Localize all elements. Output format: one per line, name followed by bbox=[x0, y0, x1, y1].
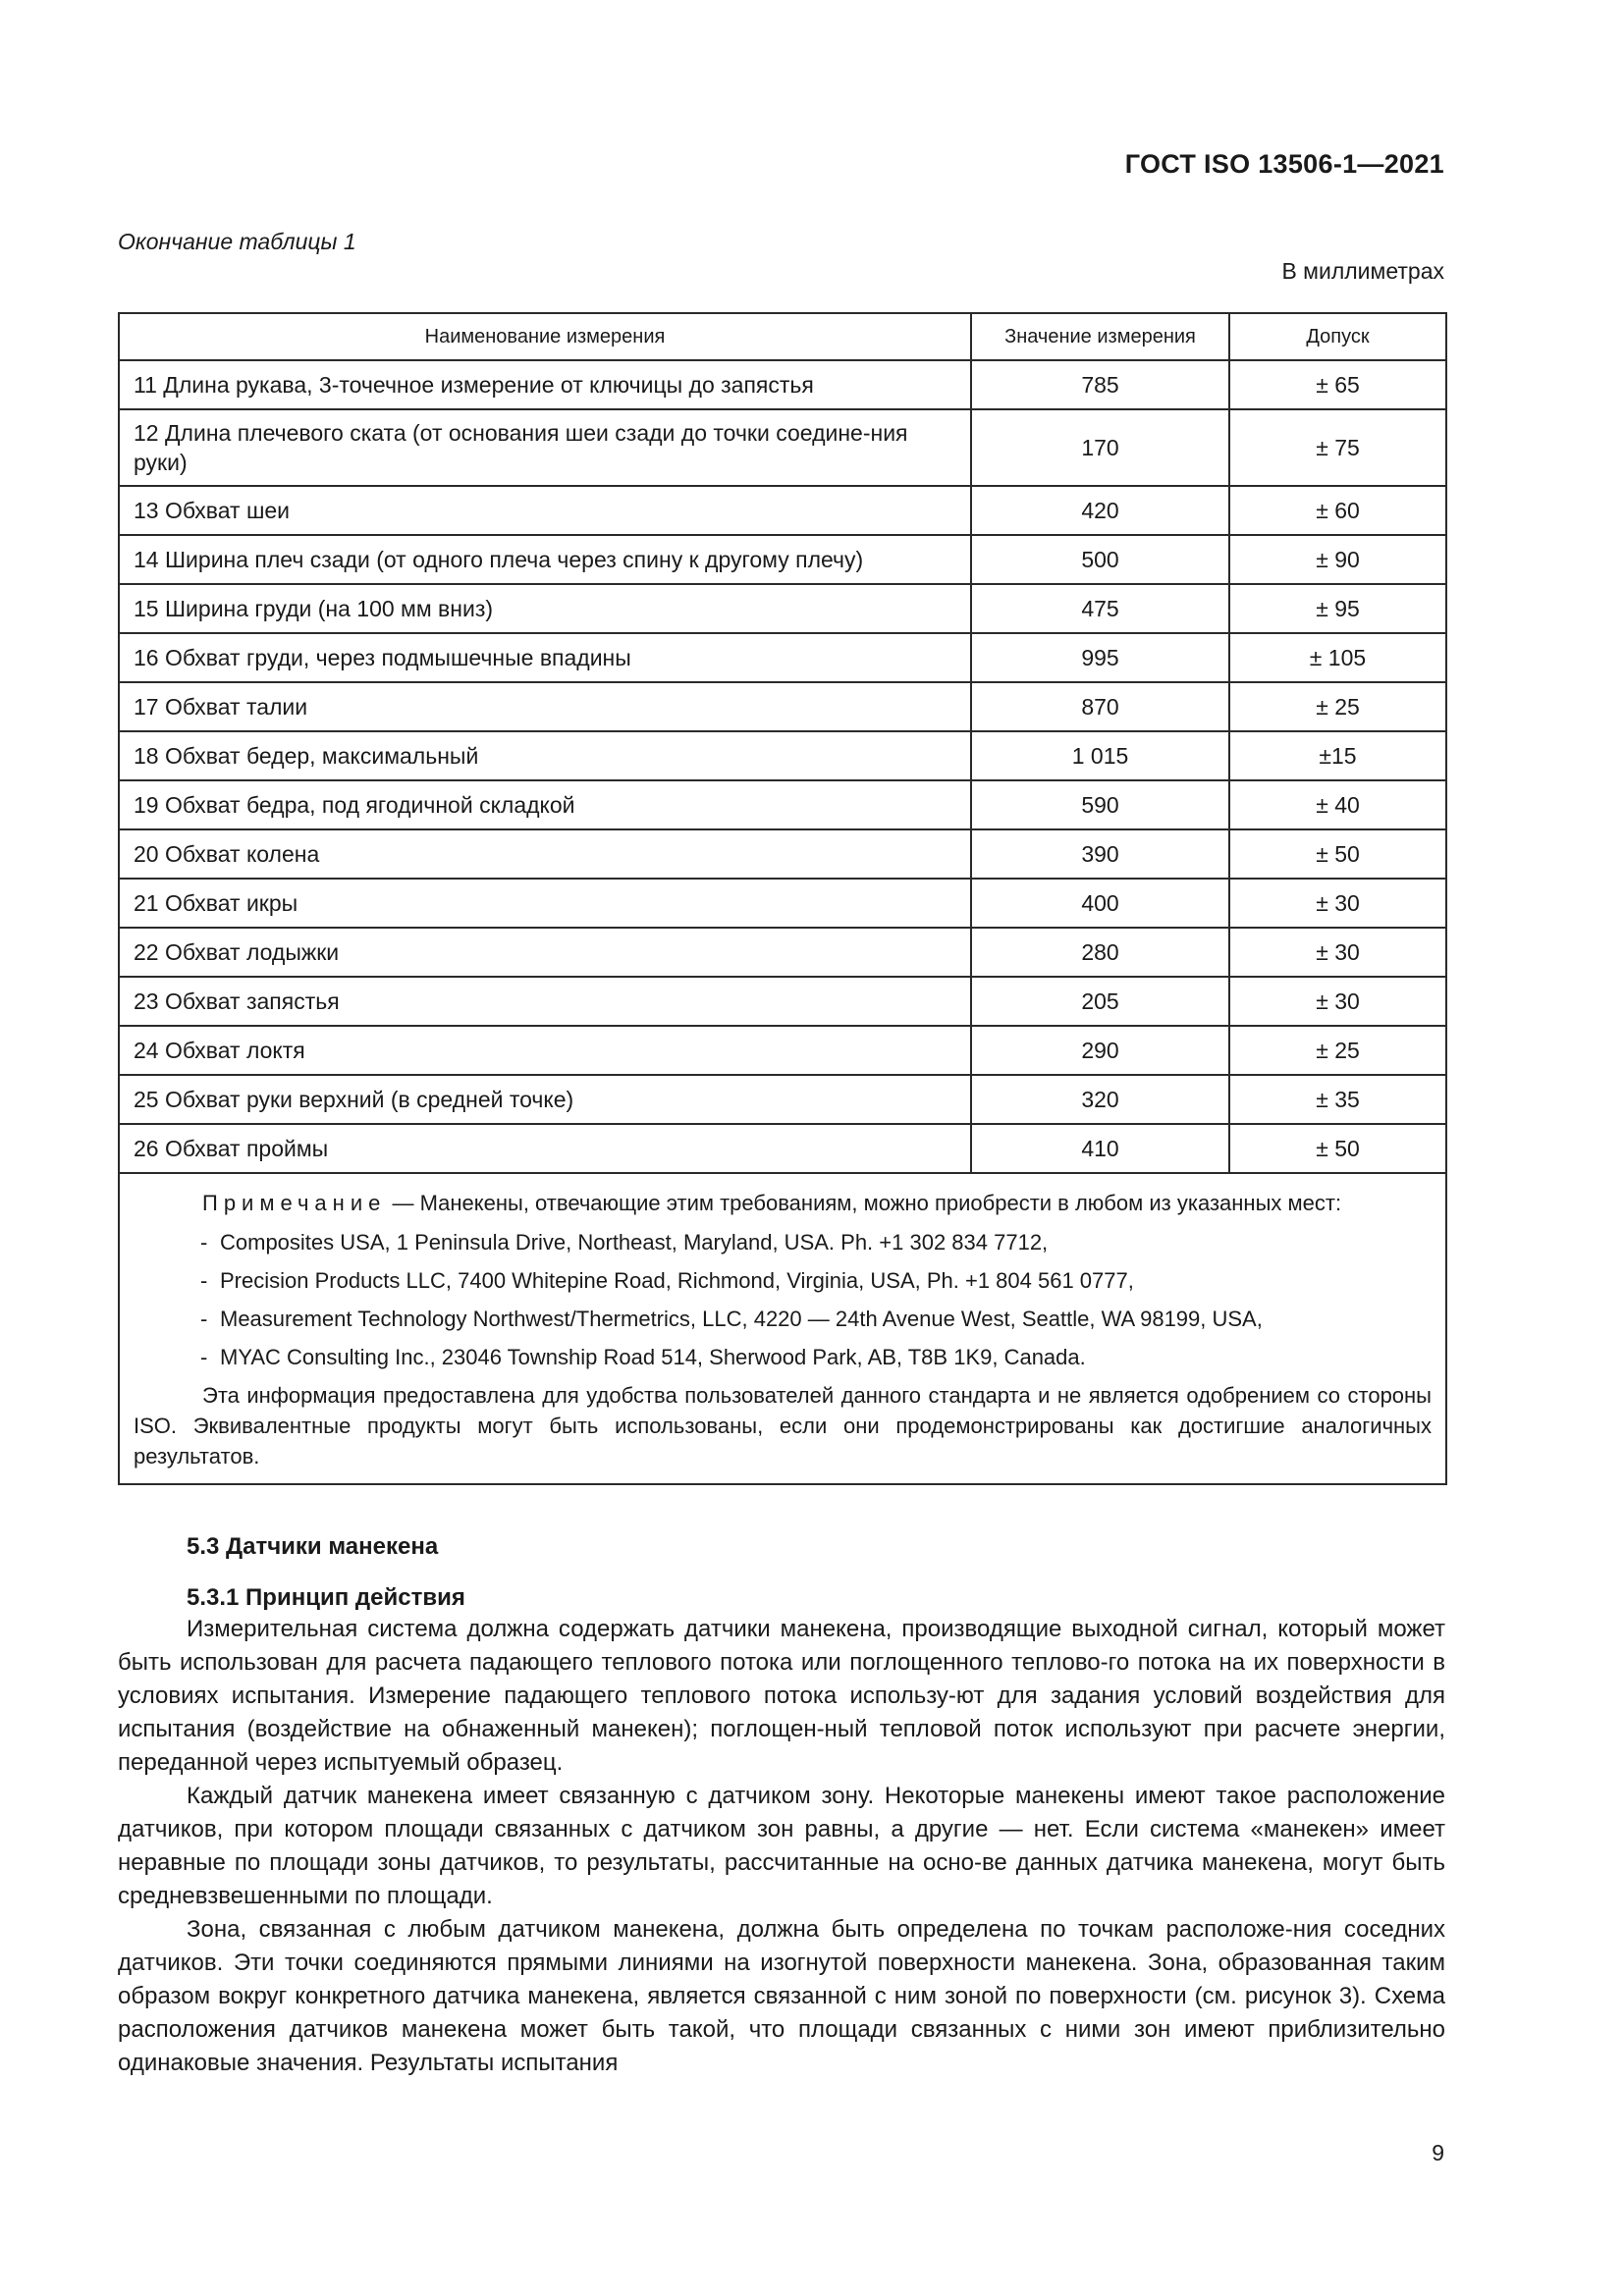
measurement-name-cell: 22 Обхват лодыжки bbox=[119, 928, 971, 977]
measurement-name-cell: 16 Обхват груди, через подмышечные впадины bbox=[119, 633, 971, 682]
tolerance-cell: ± 105 bbox=[1229, 633, 1446, 682]
units-label: В миллиметрах bbox=[1281, 258, 1444, 284]
tolerance-cell: ±15 bbox=[1229, 731, 1446, 780]
table-row bbox=[119, 360, 1446, 409]
measurement-value-cell: 785 bbox=[971, 360, 1229, 409]
tolerance-cell: ± 30 bbox=[1229, 928, 1446, 977]
measurement-name-cell: 19 Обхват бедра, под ягодичной складкой bbox=[119, 780, 971, 829]
section-heading: 5.3 Датчики манекена bbox=[187, 1533, 439, 1560]
table-row bbox=[119, 1026, 1446, 1075]
column-header-value: Значение измерения bbox=[971, 313, 1229, 360]
tolerance-cell: ± 35 bbox=[1229, 1075, 1446, 1124]
measurement-value-cell: 205 bbox=[971, 977, 1229, 1026]
measurement-name-cell: 15 Ширина груди (на 100 мм вниз) bbox=[119, 584, 971, 633]
table-row bbox=[119, 879, 1446, 928]
measurement-value-cell: 170 bbox=[971, 409, 1229, 486]
measurement-value-cell: 995 bbox=[971, 633, 1229, 682]
tolerance-cell: ± 30 bbox=[1229, 879, 1446, 928]
measurement-name-cell: 11 Длина рукава, 3-точечное измерение от ключицы до запястья bbox=[119, 360, 971, 409]
tolerance-cell: ± 95 bbox=[1229, 584, 1446, 633]
supplier-item: - Composites USA, 1 Peninsula Drive, Northeast, Maryland, USA. Ph. +1 302 834 7712, bbox=[134, 1223, 1432, 1261]
page-number: 9 bbox=[1432, 2140, 1444, 2165]
table-note-row bbox=[119, 1173, 1446, 1484]
measurement-name-cell: 20 Обхват колена bbox=[119, 829, 971, 879]
table-note bbox=[119, 1173, 1446, 1484]
table-row bbox=[119, 409, 1446, 486]
body-text bbox=[118, 1613, 1445, 2080]
measurement-value-cell: 870 bbox=[971, 682, 1229, 731]
tolerance-cell: ± 50 bbox=[1229, 829, 1446, 879]
supplier-item: - Measurement Technology Northwest/Thermetrics, LLC, 4220 — 24th Avenue West, Seattle, WA 98199, USA, bbox=[134, 1300, 1432, 1338]
measurement-name-cell: 14 Ширина плеч сзади (от одного плеча через спину к другому плечу) bbox=[119, 535, 971, 584]
measurement-name-cell: 17 Обхват талии bbox=[119, 682, 971, 731]
table-row bbox=[119, 731, 1446, 780]
paragraph: Зона, связанная с любым датчиком манекена, должна быть определена по точкам расположе-ния соседних датчиков. Эти точки соединяются прямыми линиями на изогнутой поверхности манекена. Зона, образованная таким образом вокруг конкретного датчика манекена, является связанной с ним зоной по поверхности (см. рисунок 3). Схема расположения датчиков манекена может быть такой, что площади связанных с ними зон имеют приблизительно одинаковые значения. Результаты испытания bbox=[118, 1916, 1445, 2076]
measurement-value-cell: 400 bbox=[971, 879, 1229, 928]
document-code: ГОСТ ISO 13506-1—2021 bbox=[1124, 149, 1444, 179]
note-intro bbox=[134, 1188, 1432, 1219]
tolerance-cell: ± 25 bbox=[1229, 1026, 1446, 1075]
tolerance-cell: ± 50 bbox=[1229, 1124, 1446, 1173]
table-row bbox=[119, 928, 1446, 977]
column-header-name: Наименование измерения bbox=[119, 313, 971, 360]
column-header-tolerance: Допуск bbox=[1229, 313, 1446, 360]
table-row bbox=[119, 780, 1446, 829]
measurement-name-cell: 12 Длина плечевого ската (от основания шеи сзади до точки соедине-ния руки) bbox=[119, 409, 971, 486]
table-row bbox=[119, 977, 1446, 1026]
paragraph: Каждый датчик манекена имеет связанную с датчиком зону. Некоторые манекены имеют такое расположение датчиков, при котором площади связанных с датчиком зон равны, а другие — нет. Если система «манекен» имеет неравные по площади зоны датчиков, то результаты, рассчитанные на осно-ве данных датчика манекена, могут быть средневзвешенными по площади. bbox=[118, 1783, 1445, 1909]
measurement-name-cell: 23 Обхват запястья bbox=[119, 977, 971, 1026]
measurement-value-cell: 590 bbox=[971, 780, 1229, 829]
measurement-value-cell: 280 bbox=[971, 928, 1229, 977]
table-row bbox=[119, 633, 1446, 682]
tolerance-cell: ± 60 bbox=[1229, 486, 1446, 535]
measurement-name-cell: 21 Обхват икры bbox=[119, 879, 971, 928]
note-label: Примечание bbox=[202, 1191, 387, 1215]
measurements-table bbox=[118, 312, 1447, 1485]
measurement-value-cell: 475 bbox=[971, 584, 1229, 633]
subsection-heading: 5.3.1 Принцип действия bbox=[187, 1584, 465, 1611]
tolerance-cell: ± 25 bbox=[1229, 682, 1446, 731]
measurement-value-cell: 290 bbox=[971, 1026, 1229, 1075]
table-row bbox=[119, 1124, 1446, 1173]
paragraph: Измерительная система должна содержать датчики манекена, производящие выходной сигнал, который может быть использован для расчета падающего теплового потока или поглощенного теплово-го потока на их поверхности в условиях испытания. Измерение падающего теплового потока использу-ют для задания условий воздействия для испытания (воздействие на обнаженный манекен); поглощен-ный тепловой поток используют при расчете энергии, переданной через испытуемый образец. bbox=[118, 1616, 1445, 1776]
measurement-value-cell: 320 bbox=[971, 1075, 1229, 1124]
measurement-value-cell: 1 015 bbox=[971, 731, 1229, 780]
measurement-name-cell: 24 Обхват локтя bbox=[119, 1026, 971, 1075]
tolerance-cell: ± 40 bbox=[1229, 780, 1446, 829]
measurement-name-cell: 13 Обхват шеи bbox=[119, 486, 971, 535]
measurement-name-cell: 26 Обхват проймы bbox=[119, 1124, 971, 1173]
table-caption: Окончание таблицы 1 bbox=[118, 229, 356, 254]
supplier-item: - MYAC Consulting Inc., 23046 Township Road 514, Sherwood Park, AB, T8B 1K9, Canada. bbox=[134, 1338, 1432, 1376]
table-row bbox=[119, 486, 1446, 535]
tolerance-cell: ± 90 bbox=[1229, 535, 1446, 584]
table-row bbox=[119, 584, 1446, 633]
note-closing: Эта информация предоставлена для удобства пользователей данного стандарта и не является одобрением со стороны ISO. Эквивалентные продукты могут быть использованы, если они продемонстрированы как достигшие аналогичных результатов. bbox=[134, 1383, 1432, 1468]
table-row bbox=[119, 682, 1446, 731]
note-intro-text: — Манекены, отвечающие этим требованиям, можно приобрести в любом из указанных мест: bbox=[386, 1191, 1342, 1215]
table-row bbox=[119, 829, 1446, 879]
tolerance-cell: ± 75 bbox=[1229, 409, 1446, 486]
measurement-name-cell: 18 Обхват бедер, максимальный bbox=[119, 731, 971, 780]
tolerance-cell: ± 30 bbox=[1229, 977, 1446, 1026]
measurement-value-cell: 390 bbox=[971, 829, 1229, 879]
table-row bbox=[119, 1075, 1446, 1124]
measurement-value-cell: 500 bbox=[971, 535, 1229, 584]
tolerance-cell: ± 65 bbox=[1229, 360, 1446, 409]
table-header-row bbox=[119, 313, 1446, 360]
table-body bbox=[119, 360, 1446, 1173]
measurement-name-cell: 25 Обхват руки верхний (в средней точке) bbox=[119, 1075, 971, 1124]
supplier-list bbox=[134, 1223, 1432, 1376]
measurement-value-cell: 410 bbox=[971, 1124, 1229, 1173]
supplier-item: - Precision Products LLC, 7400 Whitepine Road, Richmond, Virginia, USA, Ph. +1 804 561 0777, bbox=[134, 1261, 1432, 1300]
table-row bbox=[119, 535, 1446, 584]
measurement-value-cell: 420 bbox=[971, 486, 1229, 535]
